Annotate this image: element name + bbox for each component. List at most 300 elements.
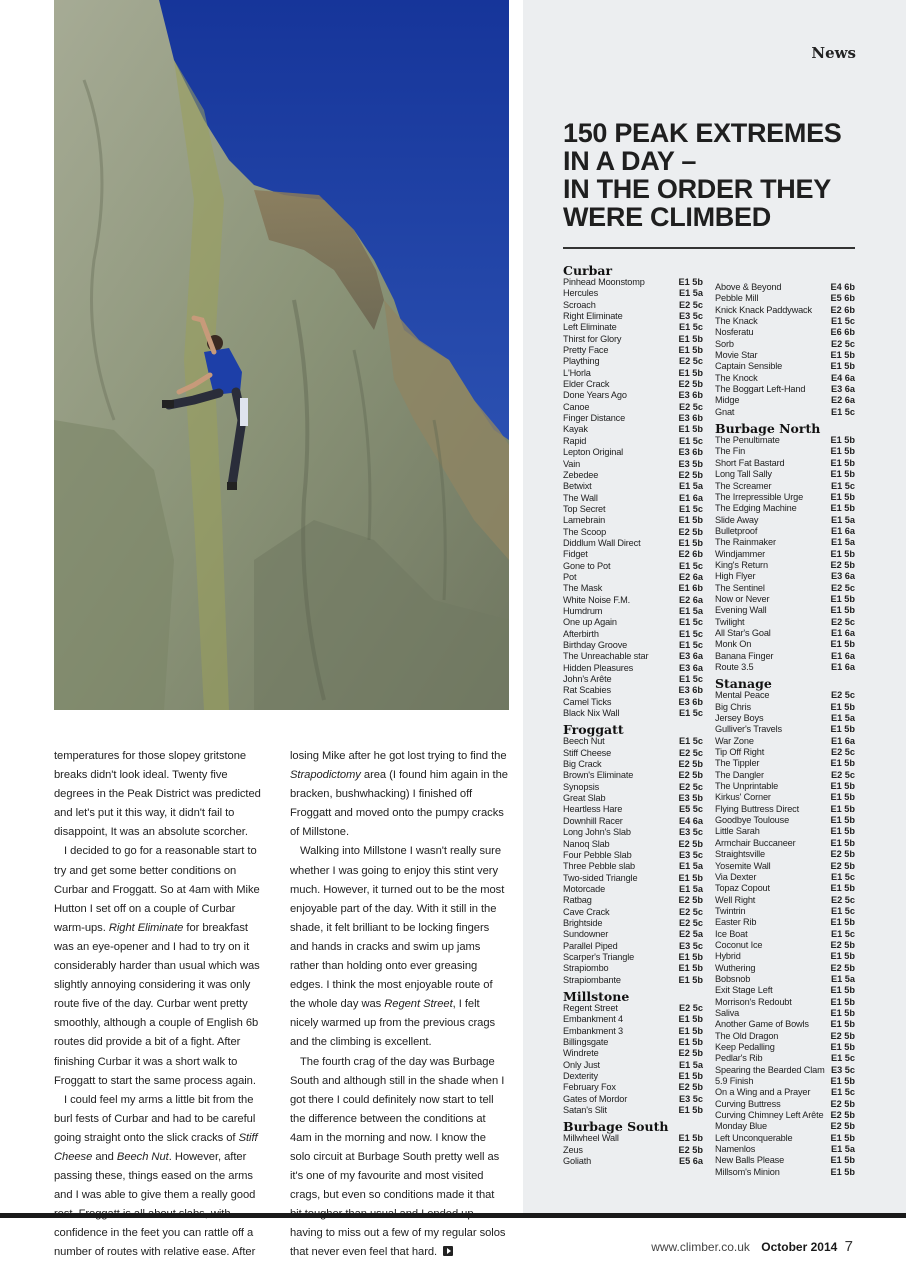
route-row xyxy=(563,1048,703,1059)
route-name: Synopsis xyxy=(563,781,600,792)
route-name: Bobsnob xyxy=(715,973,751,984)
route-grade: E1 5c xyxy=(678,435,703,446)
route-row xyxy=(563,1156,703,1167)
article-paragraph xyxy=(290,1053,508,1263)
route-name: Millsom's Minion xyxy=(715,1166,780,1177)
route-name: The Dangler xyxy=(715,769,764,780)
route-grade: E1 5c xyxy=(830,1053,855,1064)
route-name: The Old Dragon xyxy=(715,1030,779,1041)
footer-url[interactable]: www.climber.co.uk xyxy=(651,1240,750,1254)
route-grade: E2 5b xyxy=(830,1110,855,1121)
paragraph-text: The fourth crag of the day was Burbage South and although still in the shade when I got there I could definitely now start to tell the difference between the conditions at 4am in the morning and now. I know the solo circuit at Burbage South pretty well as it's one of my favourite and most visited crags, but even so conditions made it that having to miss out a few of my regular solos that never even feel that hard. xyxy=(290,1055,506,1259)
route-row xyxy=(563,674,703,685)
route-grade: E1 5b xyxy=(830,701,855,712)
route-name: Billingsgate xyxy=(563,1037,609,1047)
route-name: Gates of Mordor xyxy=(563,1093,628,1104)
route-grade: E2 5b xyxy=(678,759,703,770)
route-row xyxy=(715,758,855,769)
route-name: Goodbye Toulouse xyxy=(715,815,790,826)
route-name: Strapiombante xyxy=(563,974,621,985)
route-name: Midge xyxy=(715,395,740,406)
route-row xyxy=(563,572,703,583)
route-name: Scarper's Triangle xyxy=(563,951,635,962)
route-grade: E1 5b xyxy=(830,548,855,559)
route-name: Long Tall Sally xyxy=(715,469,772,480)
route-name: Little Sarah xyxy=(715,826,760,837)
route-name: Morrison's Redoubt xyxy=(715,996,792,1007)
route-grade: E1 5b xyxy=(830,361,855,372)
route-name: Regent Street xyxy=(563,1002,618,1013)
route-row xyxy=(715,883,855,894)
route-row xyxy=(563,884,703,895)
route-grade: E2 6b xyxy=(678,549,703,560)
route-grade: E2 5b xyxy=(678,469,703,480)
route-grade: E1 5b xyxy=(678,1105,703,1116)
route-name: Hercules xyxy=(563,288,599,299)
route-grade: E1 5c xyxy=(830,871,855,882)
route-name: Knick Knack Paddywack xyxy=(715,304,812,315)
route-grade: E3 5c xyxy=(678,1093,703,1104)
route-row xyxy=(563,436,703,447)
route-grade: E1 5c xyxy=(830,316,855,327)
route-name: Vain xyxy=(563,458,581,469)
route-row xyxy=(563,356,703,367)
route-name: Finger Distance xyxy=(563,413,626,424)
article-paragraph xyxy=(54,747,268,842)
route-row xyxy=(563,1060,703,1071)
route-row xyxy=(563,816,703,827)
route-name: Big Crack xyxy=(563,759,602,770)
route-name-italic: Beech Nut xyxy=(116,1150,169,1163)
route-name: Pinhead Moonstomp xyxy=(563,277,645,287)
article-paragraph xyxy=(54,1091,268,1263)
route-name: Pretty Face xyxy=(563,345,609,356)
route-name: Scroach xyxy=(563,299,596,310)
route-row xyxy=(715,1144,855,1155)
route-name: Afterbirth xyxy=(563,628,599,639)
route-grade: E1 5a xyxy=(678,605,703,616)
route-list-column-1 xyxy=(563,264,703,1167)
route-grade: E1 5b xyxy=(830,350,855,361)
route-row xyxy=(715,515,855,526)
route-row xyxy=(563,334,703,345)
route-name: Exit Stage Left xyxy=(715,985,773,996)
route-row xyxy=(715,446,855,457)
route-row xyxy=(563,697,703,708)
route-name: Birthday Groove xyxy=(563,640,628,650)
route-name: Cave Crack xyxy=(563,906,610,917)
route-grade: E2 5b xyxy=(678,838,703,849)
footer-issue: October 2014 xyxy=(761,1240,838,1254)
route-name: John's Arête xyxy=(563,674,612,685)
route-row xyxy=(715,929,855,940)
route-grade: E1 5b xyxy=(830,1132,855,1143)
route-grade: E2 5b xyxy=(830,1121,855,1132)
route-grade: E1 5b xyxy=(830,803,855,814)
headline-line: IN A DAY – xyxy=(563,146,697,176)
route-name-italic: Stiff Cheese xyxy=(54,1131,258,1163)
route-row xyxy=(563,1145,703,1156)
route-row xyxy=(715,594,855,605)
route-name: The Penultimate xyxy=(715,435,780,446)
route-name: Sundowner xyxy=(563,929,609,940)
paragraph-text: for breakfast was an eye-opener and I had to try on it considerably harder than usual which was slightly annoying considering it was only route five of the day. Curbar went pretty smoothly, although a couple of English 6b routes did provide a bit of a fight. After finishing Curbar it was a short walk to Froggatt to start the same process again. xyxy=(54,921,260,1087)
route-grade: E3 6a xyxy=(678,651,703,662)
route-name: Zeus xyxy=(563,1144,583,1155)
route-row xyxy=(715,571,855,582)
route-grade: E3 6b xyxy=(678,696,703,707)
route-grade: E1 5b xyxy=(830,491,855,502)
route-row xyxy=(715,537,855,548)
route-row xyxy=(563,663,703,674)
crag-heading: Froggatt xyxy=(563,722,624,738)
article-column-1 xyxy=(54,747,268,1263)
route-name: The Irrepressible Urge xyxy=(715,491,804,502)
route-name: Hidden Pleasures xyxy=(563,662,634,673)
route-grade: E1 5b xyxy=(830,815,855,826)
route-name: Slide Away xyxy=(715,514,759,525)
route-grade: E1 5b xyxy=(830,792,855,803)
article-paragraph xyxy=(54,842,268,1090)
route-grade: E2 6a xyxy=(678,594,703,605)
route-row xyxy=(563,595,703,606)
route-grade: E2 5b xyxy=(678,770,703,781)
route-row xyxy=(715,895,855,906)
route-grade: E2 5c xyxy=(830,747,855,758)
route-row xyxy=(715,1155,855,1166)
route-row xyxy=(563,504,703,515)
route-row xyxy=(715,1065,855,1076)
route-name: Short Fat Bastard xyxy=(715,457,785,468)
route-row xyxy=(715,350,855,361)
route-grade: E1 6a xyxy=(830,525,855,536)
route-grade: E3 5c xyxy=(830,1064,855,1075)
route-name: February Fox xyxy=(563,1082,616,1093)
route-row xyxy=(715,361,855,372)
route-row xyxy=(563,459,703,470)
route-row xyxy=(715,316,855,327)
route-row xyxy=(715,617,855,628)
route-grade: E2 5c xyxy=(678,781,703,792)
article-paragraph xyxy=(290,747,508,842)
route-grade: E1 5b xyxy=(830,1155,855,1166)
route-row xyxy=(563,1133,703,1144)
route-grade: E1 5a xyxy=(678,288,703,299)
route-name-italic: Strapodictomy xyxy=(290,769,361,782)
route-grade: E1 5b xyxy=(830,446,855,457)
route-grade: E1 5b xyxy=(678,963,703,974)
route-row xyxy=(715,282,855,293)
route-grade: E1 5c xyxy=(678,322,703,333)
route-name: On a Wing and a Prayer xyxy=(715,1087,811,1098)
route-grade: E1 5a xyxy=(678,1059,703,1070)
route-grade: E1 5a xyxy=(678,883,703,894)
climber-photo xyxy=(54,0,509,710)
route-name: The Mask xyxy=(563,583,603,594)
route-name: New Balls Please xyxy=(715,1155,785,1166)
route-row xyxy=(715,1008,855,1019)
route-grade: E1 5c xyxy=(830,1087,855,1098)
route-grade: E5 6b xyxy=(830,293,855,304)
route-grade: E1 5c xyxy=(830,406,855,417)
route-row xyxy=(563,311,703,322)
route-row xyxy=(563,1094,703,1105)
paragraph-text: . However, after passing these, things eased on the arms and I was able to give them a really good confidence in the feet you can rattle off a number of routes with relative ease. After xyxy=(54,1150,256,1259)
route-row xyxy=(563,1037,703,1048)
route-name: War Zone xyxy=(715,735,754,746)
route-grade: E6 6b xyxy=(830,327,855,338)
route-name: Movie Star xyxy=(715,350,758,361)
route-name: Curving Buttress xyxy=(715,1098,781,1109)
route-row xyxy=(715,985,855,996)
route-row xyxy=(563,770,703,781)
route-grade: E2 5b xyxy=(678,379,703,390)
route-row xyxy=(715,713,855,724)
route-row xyxy=(715,384,855,395)
route-name: The Rainmaker xyxy=(715,537,776,548)
route-row xyxy=(715,1042,855,1053)
route-name: Saliva xyxy=(715,1007,740,1018)
route-grade: E1 6a xyxy=(830,627,855,638)
route-name: Curving Chimney Left Arête xyxy=(715,1110,824,1121)
route-name: The Screamer xyxy=(715,480,772,491)
route-name: Windrete xyxy=(563,1048,599,1059)
route-name: Bulletproof xyxy=(715,525,758,536)
route-row xyxy=(563,941,703,952)
route-row xyxy=(715,549,855,560)
route-row xyxy=(715,940,855,951)
route-grade: E3 6b xyxy=(678,413,703,424)
route-row xyxy=(563,1082,703,1093)
route-name: Captain Sensible xyxy=(715,361,783,372)
route-grade: E2 5b xyxy=(830,1098,855,1109)
route-row xyxy=(715,974,855,985)
route-grade: E3 6a xyxy=(678,662,703,673)
route-name: Goliath xyxy=(563,1156,592,1167)
route-name: Jersey Boys xyxy=(715,713,764,724)
route-row xyxy=(715,1076,855,1087)
route-grade: E2 5b xyxy=(830,860,855,871)
section-label: News xyxy=(811,44,856,62)
route-grade: E1 5a xyxy=(830,973,855,984)
route-name: The Wall xyxy=(563,492,598,503)
route-grade: E1 5a xyxy=(678,481,703,492)
route-row xyxy=(715,781,855,792)
route-row xyxy=(715,724,855,735)
headline-line: WERE CLIMBED xyxy=(563,202,771,232)
route-row xyxy=(563,685,703,696)
route-name: Elder Crack xyxy=(563,379,610,390)
route-name: Evening Wall xyxy=(715,605,767,616)
route-grade: E1 5b xyxy=(678,424,703,435)
route-name: Tip Off Right xyxy=(715,747,765,758)
route-name: Parallel Piped xyxy=(563,940,618,951)
route-grade: E2 5a xyxy=(678,929,703,940)
route-grade: E2 5c xyxy=(678,401,703,412)
route-name: Twintrin xyxy=(715,905,746,916)
route-name: Left Eliminate xyxy=(563,322,617,333)
route-name: Nosferatu xyxy=(715,327,754,338)
route-name: Flying Buttress Direct xyxy=(715,803,800,814)
route-name: Embankment 3 xyxy=(563,1025,623,1036)
route-row xyxy=(715,815,855,826)
route-row xyxy=(563,617,703,628)
route-row xyxy=(563,447,703,458)
route-name: Monday Blue xyxy=(715,1121,767,1132)
route-row xyxy=(715,736,855,747)
route-row xyxy=(563,527,703,538)
route-grade: E2 5b xyxy=(678,1082,703,1093)
route-name: Left Unconquerable xyxy=(715,1132,793,1143)
route-name: Only Just xyxy=(563,1059,600,1070)
crag-heading: Curbar xyxy=(563,263,613,278)
route-name: Above & Beyond xyxy=(715,282,782,292)
route-name: Nanoq Slab xyxy=(563,838,610,849)
route-row xyxy=(563,861,703,872)
route-row xyxy=(563,975,703,986)
route-row xyxy=(563,640,703,651)
route-grade: E1 5a xyxy=(830,713,855,724)
route-grade: E1 5c xyxy=(678,640,703,650)
route-row xyxy=(715,1099,855,1110)
route-grade: E1 5b xyxy=(830,469,855,480)
route-name: Topaz Copout xyxy=(715,883,770,894)
page-number: 7 xyxy=(844,1238,853,1255)
route-grade: E3 6b xyxy=(678,390,703,401)
route-name: Betwixt xyxy=(563,481,592,492)
route-row xyxy=(563,549,703,560)
route-name: Yosemite Wall xyxy=(715,860,771,871)
page-footer xyxy=(651,1238,853,1255)
route-grade: E1 5b xyxy=(678,515,703,526)
route-row xyxy=(563,481,703,492)
route-row xyxy=(715,605,855,616)
route-grade: E1 6b xyxy=(678,583,703,594)
route-grade: E1 5c xyxy=(678,628,703,639)
route-row xyxy=(563,850,703,861)
route-grade: E1 5b xyxy=(678,872,703,883)
headline-line: IN THE ORDER THEY xyxy=(563,174,831,204)
route-row xyxy=(563,873,703,884)
route-row xyxy=(715,1110,855,1121)
route-row xyxy=(715,339,855,350)
route-grade: E2 5c xyxy=(830,582,855,593)
route-name: Brown's Eliminate xyxy=(563,770,634,781)
route-name: Humdrum xyxy=(563,605,603,616)
route-grade: E2 5b xyxy=(678,1048,703,1059)
route-grade: E1 5c xyxy=(830,480,855,491)
route-name: All Star's Goal xyxy=(715,627,771,638)
route-row xyxy=(715,583,855,594)
route-name: Dexterity xyxy=(563,1071,598,1082)
route-name: White Noise F.M. xyxy=(563,594,631,605)
route-name: Satan's Slit xyxy=(563,1105,607,1116)
route-name: The Edging Machine xyxy=(715,503,797,514)
route-grade: E5 5c xyxy=(678,804,703,815)
route-name: Zebedee xyxy=(563,469,599,480)
route-row xyxy=(715,861,855,872)
route-row xyxy=(715,826,855,837)
route-grade: E1 5b xyxy=(830,593,855,604)
route-name: Gone to Pot xyxy=(563,560,611,571)
route-grade: E1 5c xyxy=(678,674,703,685)
route-grade: E1 6a xyxy=(678,492,703,503)
route-grade: E2 5b xyxy=(678,895,703,906)
route-row xyxy=(563,493,703,504)
route-name: Kayak xyxy=(563,424,588,435)
route-row xyxy=(563,1026,703,1037)
paragraph-text: temperatures for those slopey gritstone breaks didn't look ideal. Twenty five degrees in the Peak District was predicted and let's put it this way, it didn't fail to disappoint, It was an absolute scorcher. xyxy=(54,750,261,839)
route-row xyxy=(715,997,855,1008)
route-name: Big Chris xyxy=(715,701,751,712)
route-name: Spearing the Bearded Clam xyxy=(715,1064,825,1075)
route-name: Kirkus' Corner xyxy=(715,792,771,803)
route-name: Ice Boat xyxy=(715,928,748,939)
route-row xyxy=(715,690,855,701)
route-grade: E2 5c xyxy=(678,747,703,758)
route-grade: E1 5b xyxy=(830,457,855,468)
route-grade: E3 5c xyxy=(678,311,703,322)
route-grade: E1 5b xyxy=(678,1133,703,1144)
route-grade: E1 5b xyxy=(678,345,703,356)
route-grade: E1 5b xyxy=(678,333,703,344)
route-name: Wuthering xyxy=(715,962,756,973)
crag-heading: Burbage South xyxy=(563,1119,669,1135)
route-grade: E2 5b xyxy=(830,962,855,973)
route-grade: E1 5b xyxy=(678,951,703,962)
route-row xyxy=(563,606,703,617)
route-row xyxy=(715,662,855,673)
route-row xyxy=(715,435,855,446)
route-row xyxy=(563,759,703,770)
route-name: Three Pebble slab xyxy=(563,861,636,872)
route-name: Gnat xyxy=(715,406,735,417)
route-grade: E2 5c xyxy=(678,356,703,367)
route-name: Hybrid xyxy=(715,951,741,962)
route-grade: E2 5c xyxy=(678,299,703,310)
route-row xyxy=(563,288,703,299)
route-row xyxy=(715,560,855,571)
route-name: Monk On xyxy=(715,639,752,650)
route-name: Mental Peace xyxy=(715,690,770,701)
route-row xyxy=(715,407,855,418)
crag-heading: Millstone xyxy=(563,988,630,1004)
route-row xyxy=(715,963,855,974)
crag-heading: Stanage xyxy=(715,676,772,692)
route-row xyxy=(563,390,703,401)
route-grade: E1 6a xyxy=(830,650,855,661)
route-row xyxy=(563,963,703,974)
route-grade: E1 5b xyxy=(830,985,855,996)
route-grade: E1 5a xyxy=(830,1144,855,1155)
route-grade: E1 5b xyxy=(830,1166,855,1177)
route-row xyxy=(715,951,855,962)
route-name: Lepton Original xyxy=(563,447,624,458)
route-row xyxy=(563,952,703,963)
route-grade: E4 6b xyxy=(830,282,855,292)
footer-divider xyxy=(0,1213,906,1218)
route-name: Windjammer xyxy=(715,548,766,559)
article-paragraph xyxy=(290,842,508,1052)
route-row xyxy=(563,907,703,918)
route-row xyxy=(715,628,855,639)
route-name: Armchair Buccaneer xyxy=(715,837,796,848)
route-name: Banana Finger xyxy=(715,650,774,661)
route-row xyxy=(563,782,703,793)
route-list-column-2 xyxy=(715,282,855,1178)
route-name: Great Slab xyxy=(563,793,606,804)
route-name: One up Again xyxy=(563,617,617,628)
